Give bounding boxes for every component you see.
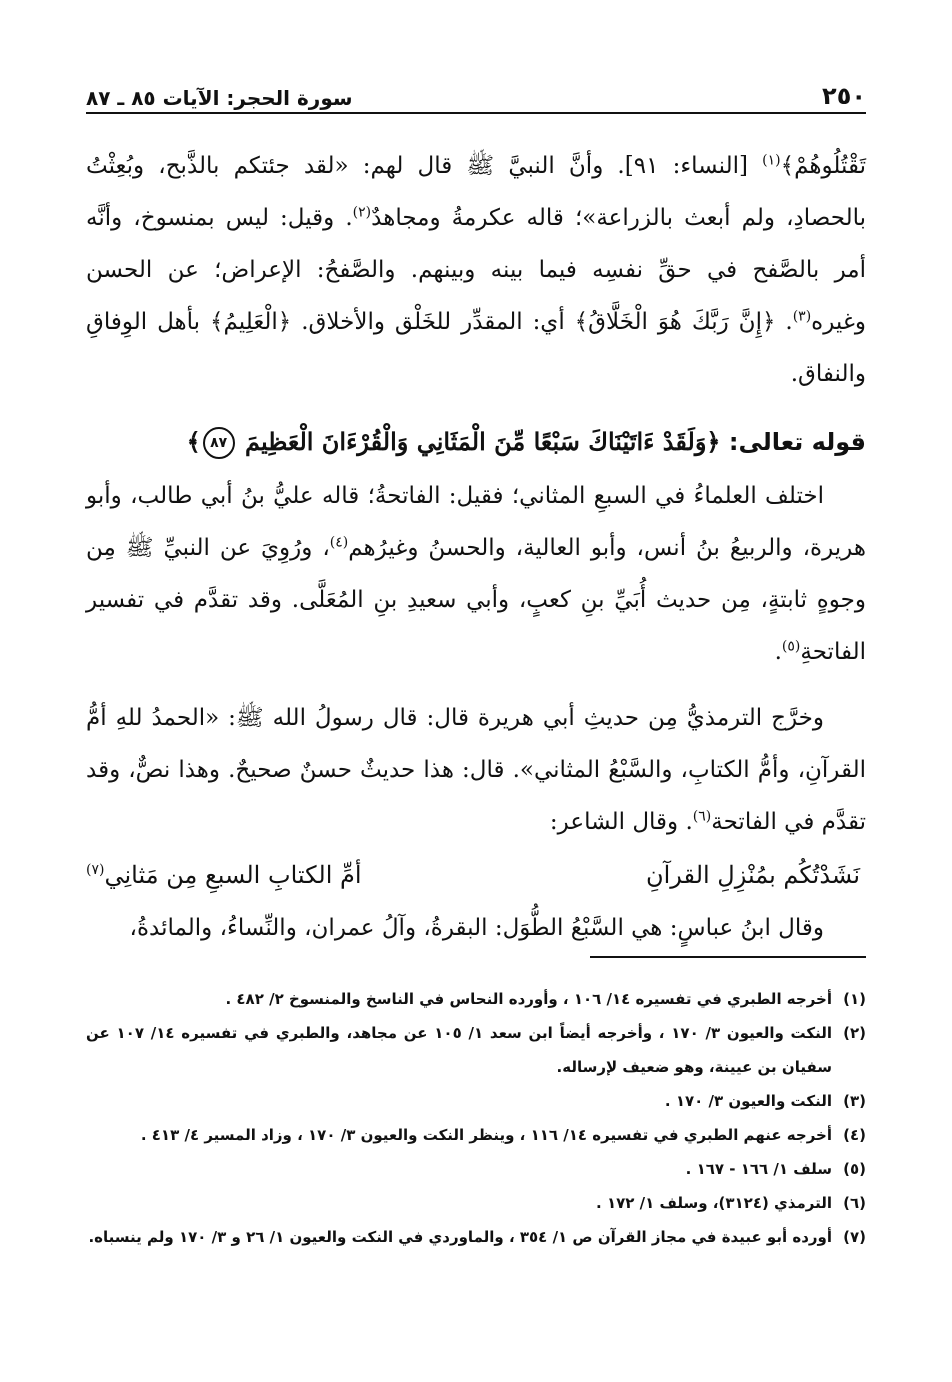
footnote-text: سلف ١/ ١٦٦ - ١٦٧ . — [685, 1160, 832, 1178]
footnote — [86, 1186, 866, 1220]
heading-verse-close: ﴾ — [186, 427, 201, 456]
paragraph-3-text-a: وخرَّج الترمذيُّ مِن حديثِ أبي هريرة قال: قال رسولُ الله ﷺ: «الحمدُ للهِ أمُّ القرآنِ، وأمُّ الكتابِ، والسَّبْعُ المثاني». قال: هذا حديثٌ حسنٌ صحيحٌ. وهذا نصٌّ، وقد تقدَّم في الفاتحة — [86, 705, 866, 835]
running-title: سورة الحجر: الآيات ٨٥ ـ ٨٧ — [86, 86, 353, 110]
footnote-number: (٤) — [843, 1126, 866, 1144]
footnote-number: (١) — [843, 990, 866, 1008]
paragraph-1-text-b: . وقيل: ليس بمنسوخ، وأنَّه أمر بالصَّفح في حقِّ نفسِه فيما بينه وبينهم. والصَّفحُ: الإعراض؛ عن الحسن وغيره — [86, 205, 866, 335]
paragraph-2-text-c: . — [774, 639, 782, 665]
paragraph-2-text-a: اختلف العلماءُ في السبعِ المثاني؛ فقيل: الفاتحةُ؛ قاله عليُّ بنُ أبي طالب، وأبو هريرة، والربيعُ بنُ أنس، وأبو العالية، والحسنُ وغيرُهم — [86, 483, 866, 561]
footnote-text: أخرجه عنهم الطبري في تفسيره ١٤/ ١١٦ ، وينظر النكت والعيون ٣/ ١٧٠ ، وزاد المسير ٤/ ٤١٣ . — [140, 1126, 832, 1144]
footnote-number: (٦) — [843, 1194, 866, 1212]
footnote-text: أورده أبو عبيدة في مجاز القرآن ص ١/ ٣٥٤ ، والماوردي في النكت والعيون ١/ ٢٦ و ٣/ ١٧٠ ولم ينسباه. — [88, 1228, 832, 1246]
footnote-number: (٥) — [843, 1160, 866, 1178]
paragraph-1 — [86, 140, 866, 400]
footnote — [86, 1084, 866, 1118]
footnote-ref-2: (٢) — [352, 204, 372, 221]
footnote-ref-7: (٧) — [86, 862, 105, 878]
verse-heading — [86, 414, 866, 470]
footnote-rule — [590, 956, 866, 958]
poem-verse — [86, 848, 866, 902]
footnote-text: الترمذي (٣١٢٤)، وسلف ١/ ١٧٢ . — [596, 1194, 832, 1212]
footnote — [86, 1016, 866, 1084]
footnote — [86, 982, 866, 1016]
spacer — [86, 400, 866, 414]
spacer — [86, 678, 866, 692]
heading-label: قوله تعالى: — [728, 428, 866, 456]
paragraph-3 — [86, 692, 866, 848]
footnote — [86, 1220, 866, 1254]
footnote-ref-5: (٥) — [781, 638, 801, 655]
page-number: ٢٥٠ — [822, 82, 866, 110]
footnote-ref-3: (٣) — [792, 308, 812, 325]
footnote-text: النكت والعيون ٣/ ١٧٠ . — [664, 1092, 832, 1110]
page-header — [86, 70, 866, 110]
heading-verse: ﴿وَلَقَدْ ءَاتَيْنَاكَ سَبْعًا مِّنَ الْمَثَانِي وَالْقُرْءَانَ الْعَظِيمَ — [244, 427, 721, 456]
footnotes — [86, 982, 866, 1254]
poem-hemistich-2: أمِّ الكتابِ السبعِ مِن مَثانِي — [104, 861, 362, 889]
footnote — [86, 1118, 866, 1152]
paragraph-2-text-b: ، ورُوِيَ عن النبيِّ ﷺ مِن وجوهٍ ثابتةٍ، مِن حديث أُبَيِّ بنِ كعبٍ، وأبي سعيدِ بنِ المُعَلَّى. وقد تقدَّم في تفسير الفاتحةِ — [86, 535, 866, 665]
paragraph-1-text-c: . ﴿إِنَّ رَبَّكَ هُوَ الْخَلَّاقُ﴾ أي: المقدِّر للخَلْق والأخلاق. ﴿الْعَلِيمُ﴾ بأهل الوِفاقِ والنفاق. — [86, 309, 866, 387]
header-rule — [86, 112, 866, 114]
footnote-ref-6: (٦) — [692, 808, 712, 825]
poem-hemistich-1: نَشَدْتُكُم بمُنْزِلِ القرآنِ — [646, 861, 860, 889]
footnote-text: أخرجه الطبري في تفسيره ١٤/ ١٠٦ ، وأورده النحاس في الناسخ والمنسوخ ٢/ ٤٨٢ . — [225, 990, 832, 1008]
paragraph-3-text-b: . وقال الشاعر: — [549, 809, 693, 835]
footnote-text: النكت والعيون ٣/ ١٧٠ ، وأخرجه أيضاً ابن سعد ١/ ١٠٥ عن مجاهد، والطبري في تفسيره ١٤/ ١٠٧ عن سفيان بن عيينة، وهو ضعيف لإرساله. — [86, 1024, 833, 1076]
paragraph-1-text-a: [النساء: ٩١]. وأنَّ النبيَّ ﷺ قال لهم: «لقد جئتكم بالذَّبح، وبُعِثْتُ بالحصادِ، ولم أبعث بالزراعة»؛ قاله عكرمةُ ومجاهدٌ — [86, 153, 867, 231]
footnote-ref-1: (١) — [762, 152, 781, 169]
footnote-number: (٧) — [843, 1228, 866, 1246]
footnote-number: (٢) — [843, 1024, 866, 1042]
poem-hemistich-2-wrap — [86, 848, 362, 902]
paragraph-4: وقال ابنُ عباسٍ: هي السَّبْعُ الطُّوَل: البقرةُ، وآلُ عمران، والنِّساءُ، والمائدةُ، — [129, 915, 824, 941]
footnote-ref-4: (٤) — [329, 534, 349, 551]
footnote — [86, 1152, 866, 1186]
footnote-number: (٣) — [843, 1092, 866, 1110]
paragraph-2 — [86, 470, 866, 678]
ayah-number-mark: ٨٧ — [203, 427, 235, 459]
verse-fragment: تَقْتُلُوهُمْ﴾ — [780, 153, 866, 179]
main-text — [86, 140, 866, 954]
